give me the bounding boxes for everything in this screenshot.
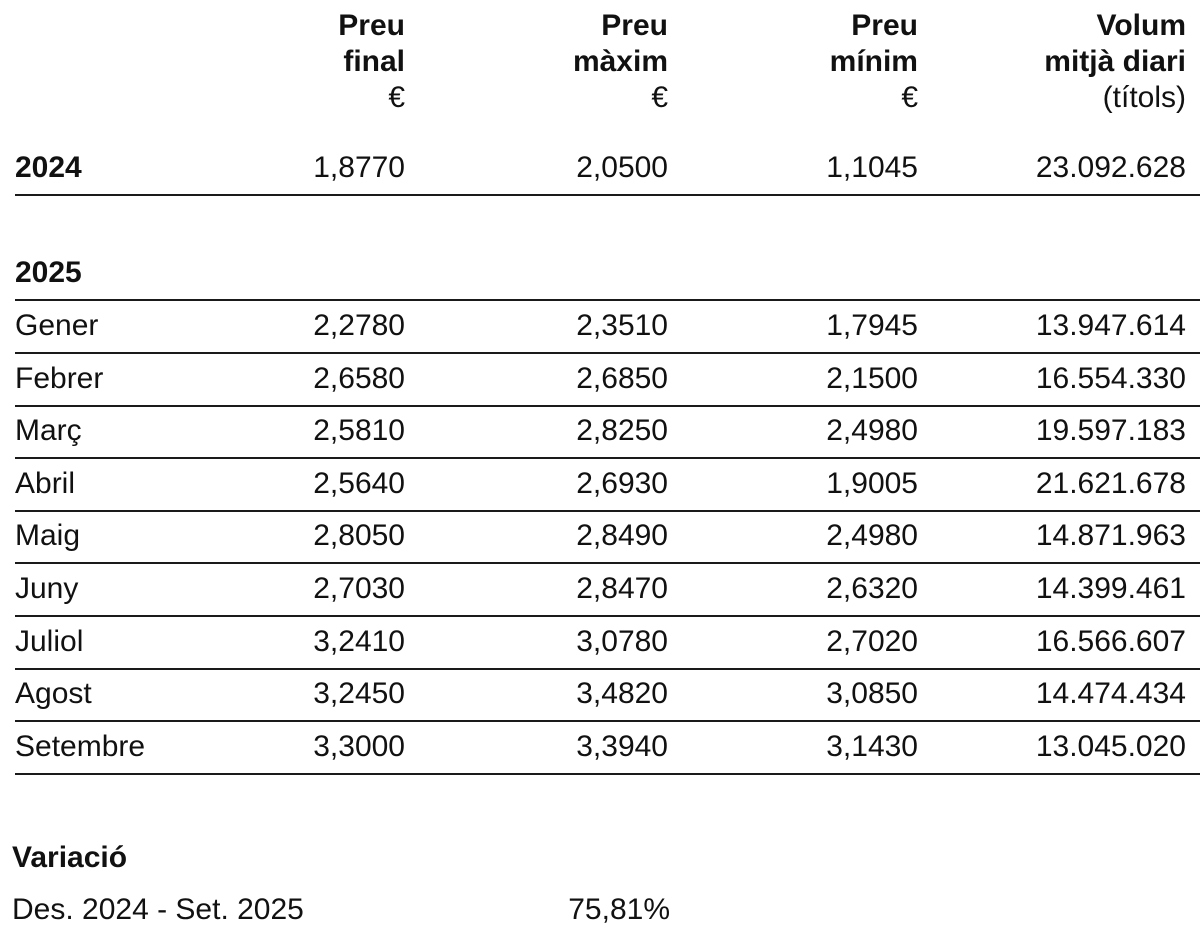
table-row xyxy=(15,510,1200,564)
cell-volume: 16.566.607 xyxy=(1035,625,1186,658)
cell-volume: 14.871.963 xyxy=(1035,519,1186,552)
row-label: Febrer xyxy=(15,362,104,395)
header-unit: € xyxy=(388,81,405,114)
table-row xyxy=(15,405,1200,459)
header-line1: Volum xyxy=(1096,9,1186,42)
header-volum xyxy=(975,8,1186,116)
table-row xyxy=(15,353,1200,407)
row-label: Maig xyxy=(15,519,81,552)
cell-final: 2,2780 xyxy=(313,309,405,342)
cell-min: 2,7020 xyxy=(826,625,918,658)
cell-max: 2,6930 xyxy=(576,467,668,500)
cell-max: 2,3510 xyxy=(576,309,668,342)
cell-min: 2,6320 xyxy=(826,572,918,605)
row-label: Gener xyxy=(15,309,99,342)
header-line2: màxim xyxy=(572,45,668,78)
header-unit: € xyxy=(651,81,668,114)
cell-final: 2,5810 xyxy=(313,414,405,447)
row-label: Setembre xyxy=(15,730,146,763)
header-preu-minim xyxy=(725,8,918,116)
cell-max: 2,0500 xyxy=(576,151,668,184)
table-row-2024 xyxy=(15,142,1200,196)
cell-volume: 14.399.461 xyxy=(1035,572,1186,605)
cell-min: 2,4980 xyxy=(826,414,918,447)
header-unit: € xyxy=(901,81,918,114)
header-line1: Preu xyxy=(851,9,918,42)
cell-max: 2,6850 xyxy=(576,362,668,395)
section-label: 2025 xyxy=(15,256,82,289)
row-label: Juny xyxy=(15,572,79,605)
header-preu-maxim xyxy=(475,8,668,116)
cell-max: 3,0780 xyxy=(576,625,668,658)
cell-min: 1,9005 xyxy=(826,467,918,500)
cell-final: 2,8050 xyxy=(313,519,405,552)
header-line2: final xyxy=(343,45,405,78)
row-label: 2024 xyxy=(15,151,82,184)
cell-volume: 23.092.628 xyxy=(1035,151,1186,184)
cell-volume: 21.621.678 xyxy=(1035,467,1186,500)
cell-final: 2,5640 xyxy=(313,467,405,500)
table-row xyxy=(15,563,1200,617)
cell-final: 2,7030 xyxy=(313,572,405,605)
cell-min: 2,1500 xyxy=(826,362,918,395)
table-row xyxy=(15,300,1200,354)
cell-final: 3,3000 xyxy=(313,730,405,763)
cell-volume: 13.045.020 xyxy=(1035,730,1186,763)
variation-value: 75,81% xyxy=(568,893,670,926)
cell-volume: 14.474.434 xyxy=(1035,677,1186,710)
cell-max: 3,3940 xyxy=(576,730,668,763)
row-label: Abril xyxy=(15,467,76,500)
cell-min: 1,7945 xyxy=(826,309,918,342)
row-label: Març xyxy=(15,414,82,447)
cell-volume: 13.947.614 xyxy=(1035,309,1186,342)
cell-final: 3,2450 xyxy=(313,677,405,710)
cell-min: 3,0850 xyxy=(826,677,918,710)
header-line1: Preu xyxy=(338,9,405,42)
cell-max: 2,8250 xyxy=(576,414,668,447)
variation-label: Des. 2024 - Set. 2025 xyxy=(12,893,304,926)
cell-final: 2,6580 xyxy=(313,362,405,395)
cell-max: 3,4820 xyxy=(576,677,668,710)
variation-title: Variació xyxy=(12,841,128,874)
header-preu-final xyxy=(215,8,405,116)
cell-min: 2,4980 xyxy=(826,519,918,552)
header-line2: mitjà diari xyxy=(1044,45,1186,78)
table-row xyxy=(15,458,1200,512)
cell-volume: 16.554.330 xyxy=(1035,362,1186,395)
header-line1: Preu xyxy=(601,9,668,42)
cell-final: 3,2410 xyxy=(313,625,405,658)
cell-min: 3,1430 xyxy=(826,730,918,763)
cell-max: 2,8490 xyxy=(576,519,668,552)
header-line2: mínim xyxy=(829,45,918,78)
row-label: Juliol xyxy=(15,625,84,658)
cell-max: 2,8470 xyxy=(576,572,668,605)
section-row-2025 xyxy=(15,247,1200,301)
header-unit: (títols) xyxy=(1102,81,1186,114)
table-row xyxy=(15,668,1200,722)
table-row xyxy=(15,721,1200,775)
row-label: Agost xyxy=(15,677,92,710)
cell-min: 1,1045 xyxy=(826,151,918,184)
cell-volume: 19.597.183 xyxy=(1035,414,1186,447)
table-row xyxy=(15,616,1200,670)
cell-final: 1,8770 xyxy=(313,151,405,184)
